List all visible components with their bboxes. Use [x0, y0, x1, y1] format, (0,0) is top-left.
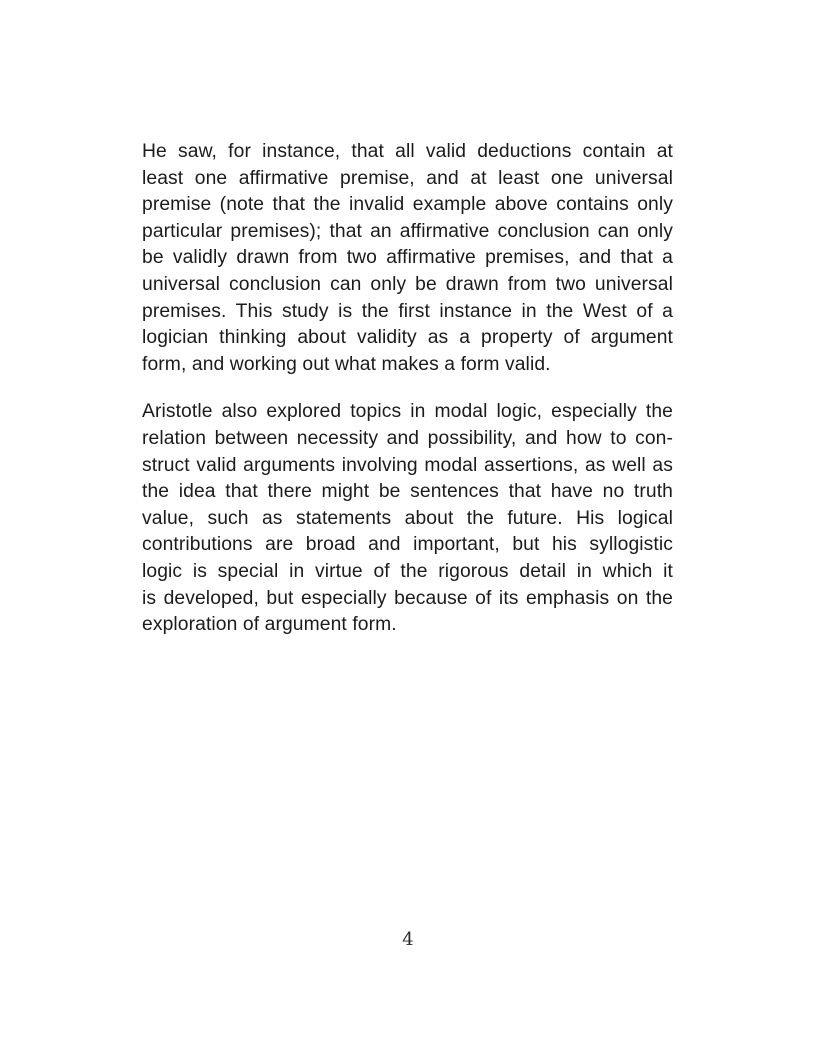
text-line: premise (note that the invalid example above contains only	[142, 194, 673, 216]
text-line: is developed, but especially because of its emphasis on the	[142, 587, 673, 609]
text-line: be validly drawn from two affirmative premises, and that a	[142, 247, 673, 269]
text-line: contributions are broad and important, but his syllogistic	[142, 534, 673, 556]
text-block	[142, 139, 673, 639]
text-line: form, and working out what makes a form valid.	[142, 353, 551, 375]
text-line: logician thinking about validity as a property of argument	[142, 327, 673, 349]
text-line: Aristotle also explored topics in modal logic, especially the	[142, 401, 673, 423]
text-line: universal conclusion can only be drawn from two universal	[142, 273, 673, 295]
page-number: 4	[402, 929, 414, 950]
text-line: the idea that there might be sentences that have no truth	[142, 481, 673, 503]
text-line: He saw, for instance, that all valid deductions contain at	[142, 141, 673, 162]
text-line: value, such as statements about the future. His logical	[142, 507, 673, 529]
paragraph-1	[142, 139, 673, 378]
text-line: logic is special in virtue of the rigorous detail in which it	[142, 560, 673, 582]
text-line: struct valid arguments involving modal assertions, as well as	[142, 454, 673, 476]
text-line: relation between necessity and possibility, and how to con-	[142, 427, 673, 449]
text-line: particular premises); that an affirmative conclusion can only	[142, 220, 673, 242]
text-line: exploration of argument form.	[142, 614, 397, 636]
text-line: premises. This study is the first instance in the West of a	[142, 300, 673, 322]
paragraph-2	[142, 399, 673, 638]
text-line: least one affirmative premise, and at least one universal	[142, 167, 673, 189]
